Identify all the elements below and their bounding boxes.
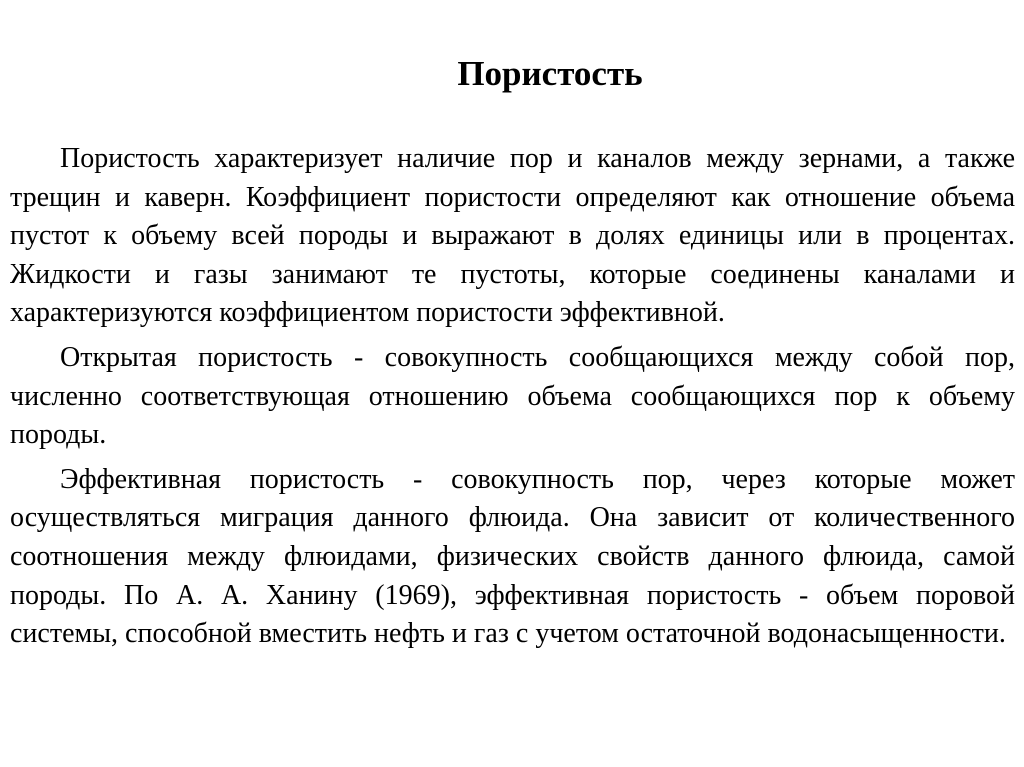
page-title: Пористость bbox=[457, 54, 643, 93]
paragraph-porosity-definition: Пористость характеризует наличие пор и каналов между зернами, а также трещин и каверн. Коэффициент пористости определяют как отношение объема пустот к объему всей породы и выражают в долях единицы или в процентах. Жидкости и газы занимают те пустоты, которые соединены каналами и характеризуются коэффициентом пористости эффективной. bbox=[10, 143, 1015, 329]
paragraph-effective-porosity: Эффективная пористость - совокупность пор, через которые может осуществляться миграция данного флюида. Она зависит от количественного соотношения между флюидами, физических свойств данного флюида, самой породы. По А. А. Ханину (1969), эффективная пористость - объем поровой системы, способной вместить нефть и газ с учетом остаточной водонасыщенности. bbox=[10, 463, 1015, 650]
document-body bbox=[10, 140, 1015, 654]
paragraph-open-porosity: Открытая пористость - совокупность сообщающихся между собой пор, численно соответствующая отношению объема сообщающихся пор к объему породы. bbox=[10, 341, 1015, 451]
